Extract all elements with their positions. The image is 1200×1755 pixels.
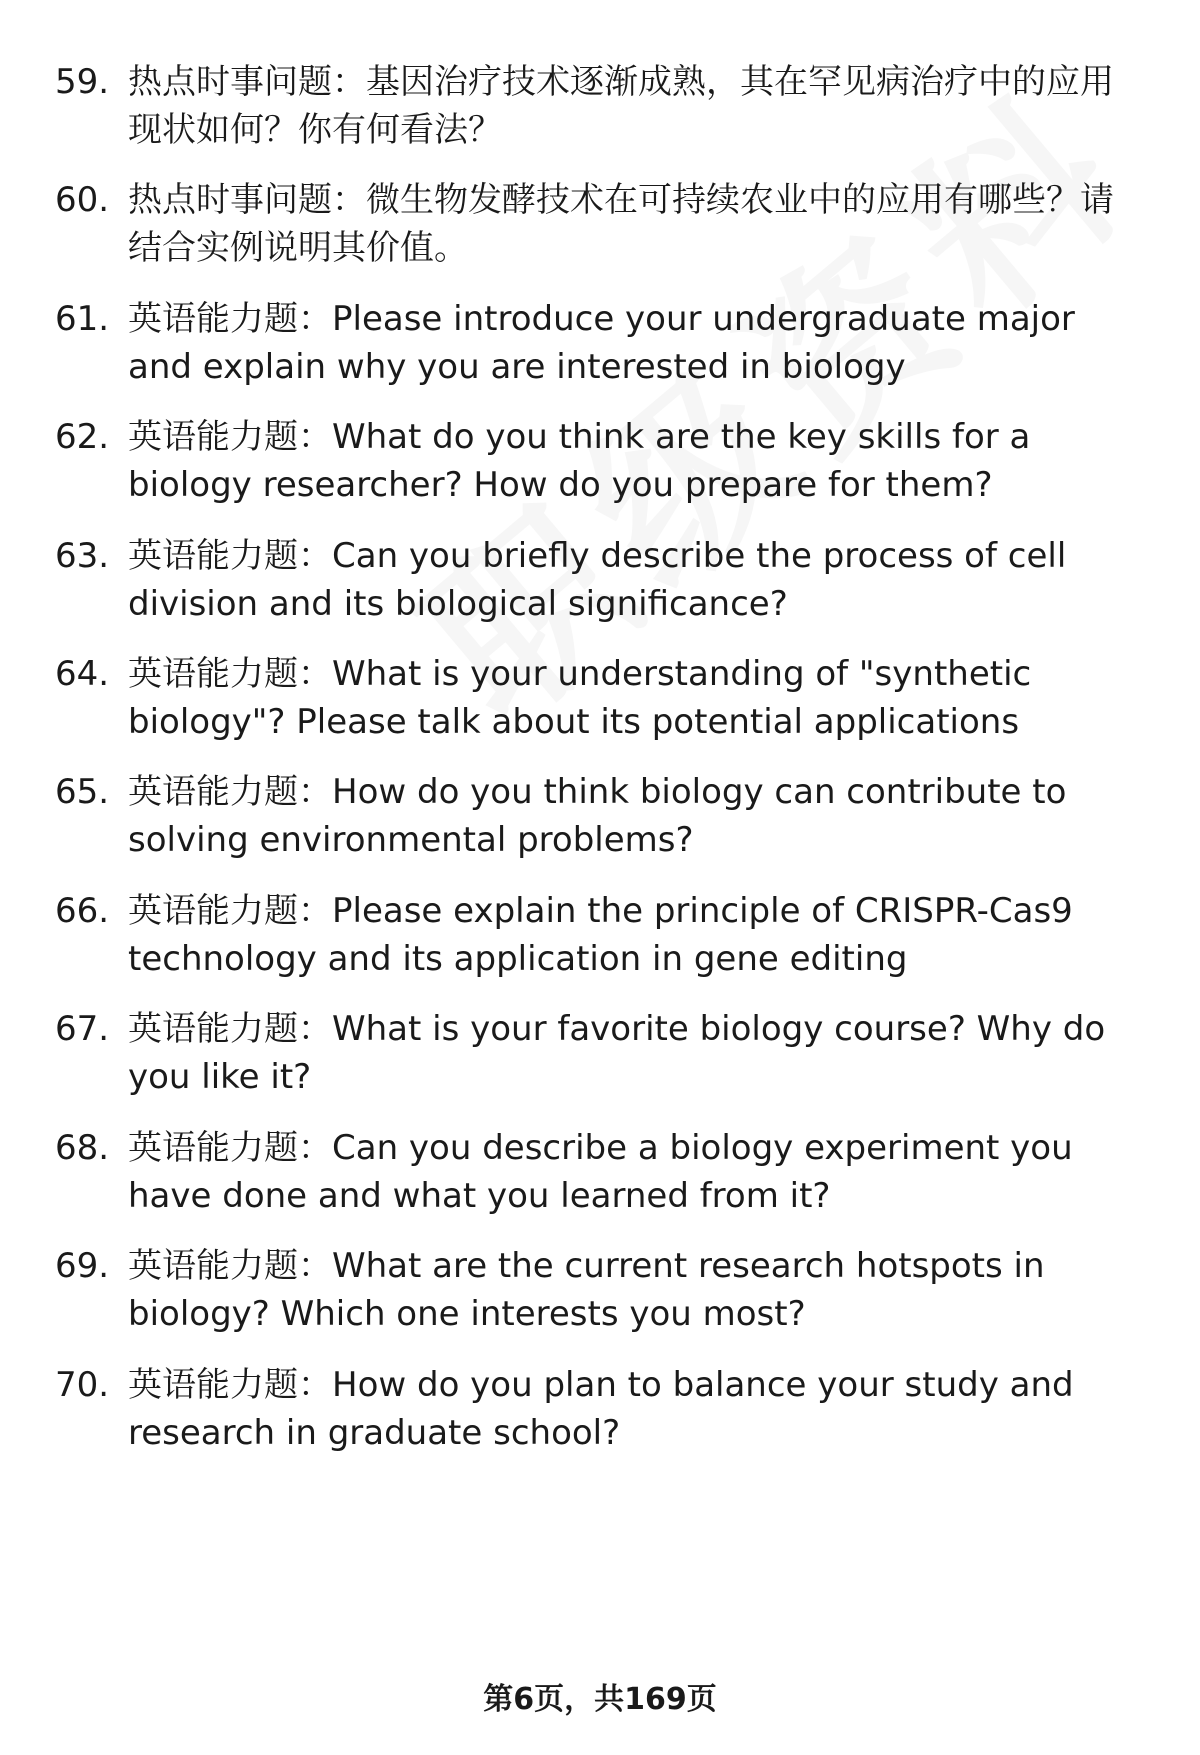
question-number: 67. [55,1009,110,1049]
question-text: 热点时事问题：微生物发酵技术在可持续农业中的应用有哪些？请结合实例说明其价值。 [128,180,1114,268]
question-number: 63. [55,536,110,576]
question-text: 英语能力题：How do you plan to balance your study and research in graduate school? [128,1365,1074,1453]
question-text: 英语能力题：Can you describe a biology experiment you have done and what you learned from it? [128,1128,1073,1216]
question-text: 英语能力题：How do you think biology can contribute to solving environmental problems? [128,772,1067,860]
question-text: 英语能力题：Please introduce your undergraduate major and explain why you are interested in biology [128,299,1075,387]
page-footer: 第6页，共169页 [483,1682,717,1717]
question-number: 59. [55,62,110,102]
question-number: 68. [55,1128,110,1168]
question-text: 英语能力题：Please explain the principle of CRISPR-Cas9 technology and its application in gene editing [128,891,1073,979]
question-text: 热点时事问题：基因治疗技术逐渐成熟，其在罕见病治疗中的应用现状如何？你有何看法？ [128,62,1114,150]
question-text: 英语能力题：What is your favorite biology course? Why do you like it? [128,1009,1106,1097]
question-number: 61. [55,299,110,339]
question-text: 英语能力题：What is your understanding of "synthetic biology"? Please talk about its potential applications [128,654,1032,742]
question-text: 英语能力题：What are the current research hotspots in biology? Which one interests you most? [128,1246,1045,1334]
question-number: 69. [55,1246,110,1286]
question-text: 英语能力题：What do you think are the key skills for a biology researcher? How do you prepare for them? [128,417,1031,505]
question-number: 62. [55,417,110,457]
question-number: 70. [55,1365,110,1405]
question-number: 65. [55,772,110,812]
question-number: 60. [55,180,110,220]
question-number: 66. [55,891,110,931]
question-text: 英语能力题：Can you briefly describe the process of cell division and its biological significance? [128,536,1067,624]
question-number: 64. [55,654,110,694]
